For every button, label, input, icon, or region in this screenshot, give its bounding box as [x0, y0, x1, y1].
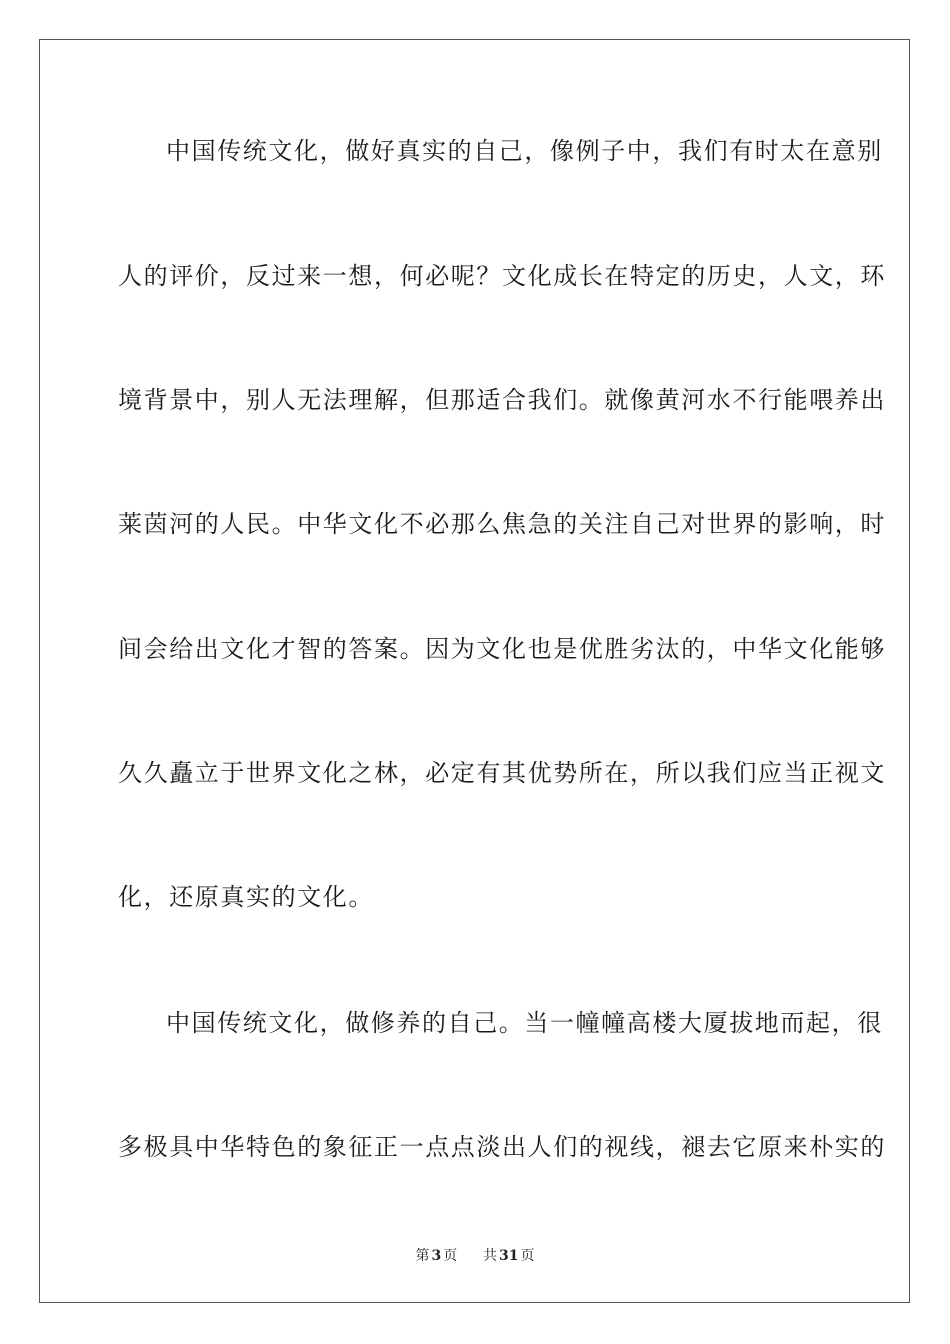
paragraph-1-line-2: 人的评价，反过来一想，何必呢？文化成长在特定的历史，人文，环	[118, 262, 886, 290]
current-page-number: 3	[431, 1248, 442, 1264]
paragraph-1-line-1: 中国传统文化，做好真实的自己，像例子中，我们有时太在意别	[166, 137, 883, 165]
paragraph-2-line-1: 中国传统文化，做修养的自己。当一幢幢高楼大厦拔地而起，很	[166, 1009, 883, 1037]
paragraph-1-line-3: 境背景中，别人无法理解，但那适合我们。就像黄河水不行能喂养出	[118, 386, 886, 414]
paragraph-2-line-2: 多极具中华特色的象征正一点点淡出人们的视线，褪去它原来朴实的	[118, 1133, 886, 1161]
paragraph-1-line-5: 间会给出文化才智的答案。因为文化也是优胜劣汰的，中华文化能够	[118, 635, 886, 663]
paragraph-1-line-6: 久久矗立于世界文化之林，必定有其优势所在，所以我们应当正视文	[118, 759, 886, 787]
page-label: 第 3 页	[415, 1248, 458, 1264]
paragraph-1-line-4: 莱茵河的人民。中华文化不必那么焦急的关注自己对世界的影响，时	[118, 510, 886, 538]
page-footer	[0, 1247, 950, 1265]
paragraph-1-line-7: 化，还原真实的文化。	[118, 883, 374, 911]
page-border	[39, 39, 910, 1303]
total-pages-label: 共 31 页	[483, 1248, 535, 1264]
total-page-number: 31	[499, 1248, 519, 1264]
